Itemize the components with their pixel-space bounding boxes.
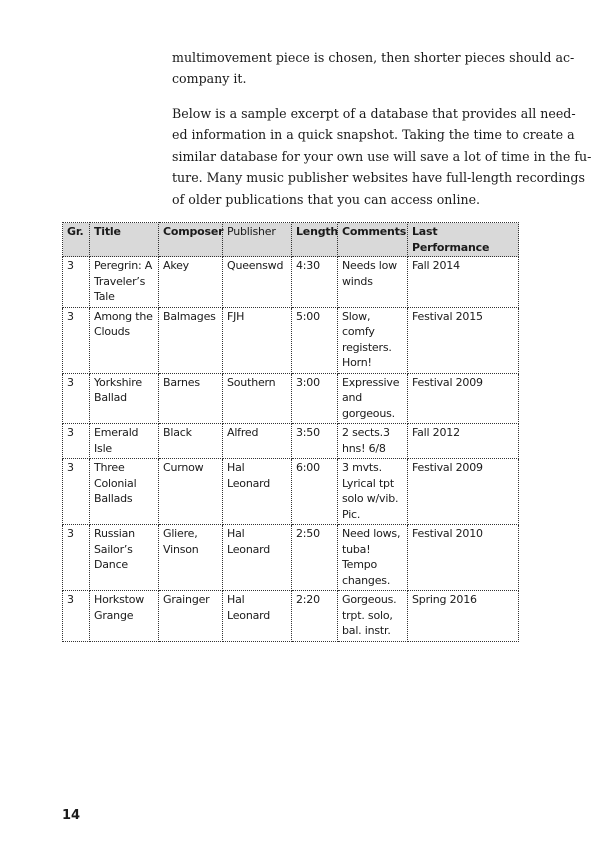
cell-comments: Need lows, tuba! Tempo changes. [338,525,408,591]
cell-grade: 3 [63,373,90,424]
text-line: similar database for your own use will save a lot of time in the fu- [172,148,592,164]
cell-last-performance: Fall 2014 [408,257,519,308]
cell-publisher: Alfred [223,424,292,459]
header-title: Title [90,223,159,257]
table-row [63,373,519,424]
page-number: 14 [62,808,81,823]
cell-last-performance: Festival 2010 [408,525,519,591]
text-line: of older publications that you can access online. [172,191,481,207]
cell-title: Russian Sailor’s Dance [90,525,159,591]
cell-length: 3:50 [292,424,338,459]
cell-last-performance: Fall 2012 [408,424,519,459]
cell-comments: Slow, comfy registers. Horn! [338,307,408,373]
cell-comments: Gorgeous. trpt. solo, bal. instr. [338,591,408,642]
header-grade: Gr. [63,223,90,257]
table-row [63,424,519,459]
cell-grade: 3 [63,591,90,642]
cell-length: 3:00 [292,373,338,424]
text-line: ed information in a quick snapshot. Taking the time to create a [172,127,575,143]
cell-publisher: FJH [223,307,292,373]
cell-composer: Barnes [159,373,223,424]
header-length: Length [292,223,338,257]
header-comments: Comments [338,223,408,257]
cell-title: Among the Clouds [90,307,159,373]
cell-grade: 3 [63,257,90,308]
cell-title: Horkstow Grange [90,591,159,642]
cell-length: 2:20 [292,591,338,642]
table-row [63,591,519,642]
repertoire-database-table [62,222,519,642]
cell-comments: Expressive and gorgeous. [338,373,408,424]
cell-composer: Gliere, Vinson [159,525,223,591]
paragraph-continued [172,47,575,90]
cell-title: Three Colonial Ballads [90,459,159,525]
cell-comments: 3 mvts. Lyrical tpt solo w/vib. Pic. [338,459,408,525]
cell-comments: 2 sects.3 hns! 6/8 [338,424,408,459]
cell-composer: Balmages [159,307,223,373]
cell-publisher: Hal Leonard [223,459,292,525]
cell-publisher: Southern [223,373,292,424]
cell-publisher: Queenswd [223,257,292,308]
table-row [63,525,519,591]
table-row [63,459,519,525]
text-line: Below is a sample excerpt of a database that provides all need- [172,106,576,121]
cell-title: Yorkshire Ballad [90,373,159,424]
cell-last-performance: Festival 2015 [408,307,519,373]
cell-title: Peregrin: A Traveler’s Tale [90,257,159,308]
cell-publisher: Hal Leonard [223,525,292,591]
cell-grade: 3 [63,525,90,591]
table-row [63,307,519,373]
cell-length: 2:50 [292,525,338,591]
cell-last-performance: Festival 2009 [408,373,519,424]
cell-publisher: Hal Leonard [223,591,292,642]
cell-last-performance: Spring 2016 [408,591,519,642]
cell-composer: Grainger [159,591,223,642]
text-line: company it. [172,71,247,87]
header-publisher: Publisher [223,223,292,257]
cell-grade: 3 [63,459,90,525]
cell-comments: Needs low winds [338,257,408,308]
table-header-row [63,223,519,257]
header-composer: Composer [159,223,223,257]
text-line: ture. Many music publisher websites have full-length recordings [172,170,585,186]
cell-title: Emerald Isle [90,424,159,459]
text-line: multimovement piece is chosen, then shorter pieces should ac- [172,50,575,65]
cell-length: 5:00 [292,307,338,373]
cell-grade: 3 [63,307,90,373]
cell-last-performance: Festival 2009 [408,459,519,525]
header-last-performance: Last Performance [408,223,519,257]
cell-composer: Akey [159,257,223,308]
paragraph-database-intro [172,103,592,210]
cell-length: 4:30 [292,257,338,308]
cell-grade: 3 [63,424,90,459]
table-row [63,257,519,308]
cell-length: 6:00 [292,459,338,525]
cell-composer: Curnow [159,459,223,525]
cell-composer: Black [159,424,223,459]
